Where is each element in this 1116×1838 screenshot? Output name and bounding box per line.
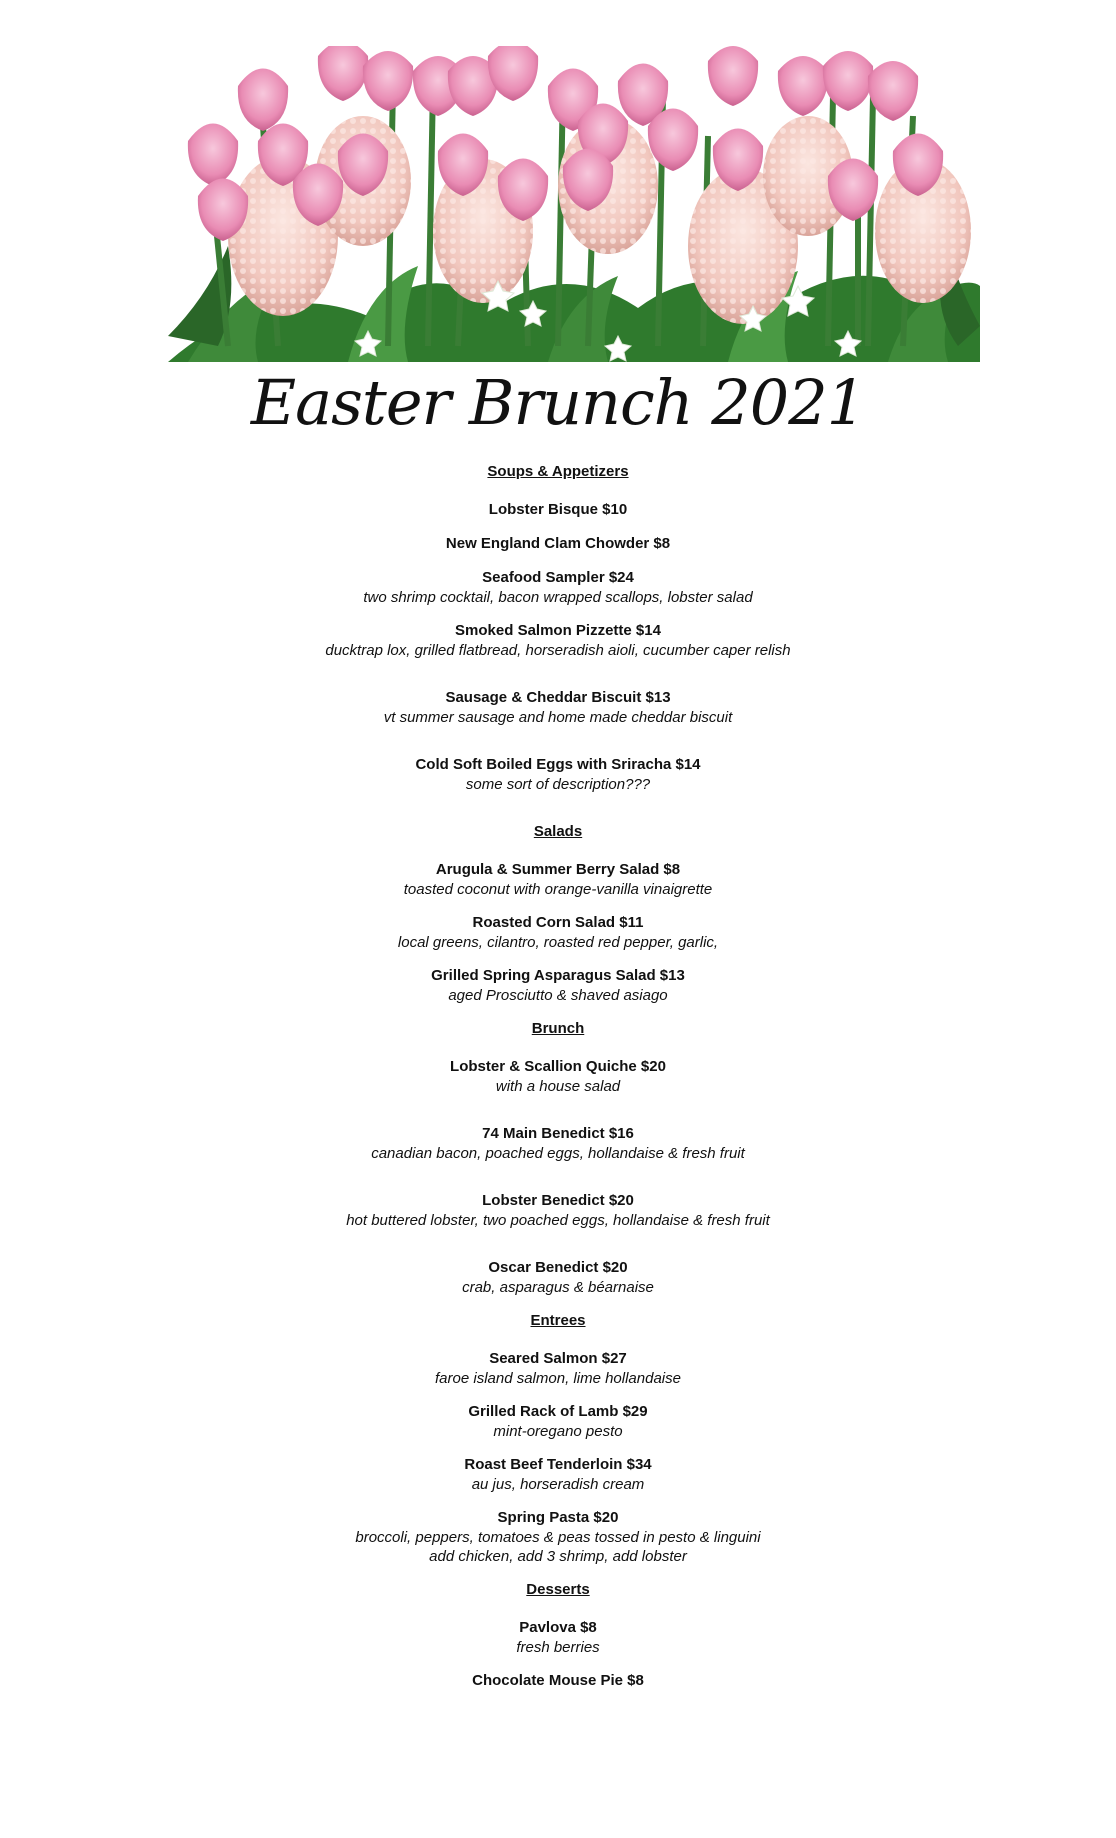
item-description: with a house salad xyxy=(495,1078,621,1095)
section-heading: Soups & Appetizers xyxy=(487,463,629,480)
menu-item xyxy=(0,534,1116,554)
menu-section-brunch xyxy=(0,1019,1116,1297)
item-description: crab, asparagus & béarnaise xyxy=(462,1279,654,1296)
section-heading: Entrees xyxy=(530,1312,586,1329)
menu-item xyxy=(0,1508,1116,1566)
item-name: Seafood Sampler $24 xyxy=(482,569,634,586)
item-name: Roast Beef Tenderloin $34 xyxy=(464,1456,652,1473)
item-name: New England Clam Chowder $8 xyxy=(445,535,671,552)
item-description: some sort of description??? xyxy=(465,776,651,793)
menu-item xyxy=(0,1124,1116,1163)
menu-item xyxy=(0,860,1116,899)
item-description: vt summer sausage and home made cheddar biscuit xyxy=(383,709,733,726)
item-description: hot buttered lobster, two poached eggs, hollandaise & fresh fruit xyxy=(346,1212,770,1229)
menu-section-soups-appetizers xyxy=(0,462,1116,794)
menu-item xyxy=(0,1455,1116,1494)
menu-section-entrees xyxy=(0,1311,1116,1566)
item-name: Grilled Rack of Lamb $29 xyxy=(468,1403,648,1420)
item-description: toasted coconut with orange-vanilla vinaigrette xyxy=(403,881,713,898)
section-heading: Desserts xyxy=(526,1581,590,1598)
item-name: Roasted Corn Salad $11 xyxy=(472,914,644,931)
item-description: local greens, cilantro, roasted red pepper, garlic, xyxy=(397,934,719,951)
item-name: Spring Pasta $20 xyxy=(497,1509,619,1526)
menu-item xyxy=(0,688,1116,727)
flower-banner-image xyxy=(168,46,980,362)
item-name: Lobster & Scallion Quiche $20 xyxy=(450,1058,666,1075)
menu-item xyxy=(0,755,1116,794)
menu-item xyxy=(0,568,1116,607)
item-description: two shrimp cocktail, bacon wrapped scallops, lobster salad xyxy=(363,589,753,606)
menu-section-salads xyxy=(0,822,1116,1005)
menu xyxy=(0,462,1116,1705)
item-name: Cold Soft Boiled Eggs with Sriracha $14 xyxy=(415,756,701,773)
item-description: fresh berries xyxy=(516,1639,600,1656)
item-description-addons: add chicken, add 3 shrimp, add lobster xyxy=(429,1548,687,1565)
item-name: Pavlova $8 xyxy=(519,1619,597,1636)
menu-item xyxy=(0,1618,1116,1657)
item-name: Chocolate Mouse Pie $8 xyxy=(472,1672,644,1689)
menu-item xyxy=(0,1258,1116,1297)
item-description: ducktrap lox, grilled flatbread, horseradish aioli, cucumber caper relish xyxy=(325,642,791,659)
item-name: Lobster Bisque $10 xyxy=(488,501,628,518)
item-description: faroe island salmon, lime hollandaise xyxy=(435,1370,681,1387)
item-name: 74 Main Benedict $16 xyxy=(482,1125,634,1142)
section-heading: Salads xyxy=(533,823,583,840)
item-description: aged Prosciutto & shaved asiago xyxy=(448,987,668,1004)
item-name: Lobster Benedict $20 xyxy=(482,1192,634,1209)
menu-item xyxy=(0,1349,1116,1388)
item-name: Seared Salmon $27 xyxy=(489,1350,627,1367)
menu-item xyxy=(0,1057,1116,1096)
menu-item xyxy=(0,1402,1116,1441)
menu-section-desserts xyxy=(0,1580,1116,1691)
item-name: Oscar Benedict $20 xyxy=(488,1259,628,1276)
menu-item xyxy=(0,966,1116,1005)
menu-item xyxy=(0,621,1116,660)
item-name: Smoked Salmon Pizzette $14 xyxy=(455,622,661,639)
menu-item xyxy=(0,500,1116,520)
item-description: mint-oregano pesto xyxy=(493,1423,623,1440)
item-name: Sausage & Cheddar Biscuit $13 xyxy=(445,689,671,706)
page-title: Easter Brunch 2021 xyxy=(250,366,866,439)
item-name: Arugula & Summer Berry Salad $8 xyxy=(435,861,681,878)
item-name: Grilled Spring Asparagus Salad $13 xyxy=(431,967,685,984)
menu-item xyxy=(0,913,1116,952)
item-description: au jus, horseradish cream xyxy=(471,1476,645,1493)
section-heading: Brunch xyxy=(531,1020,585,1037)
menu-item xyxy=(0,1191,1116,1230)
item-description: canadian bacon, poached eggs, hollandaise & fresh fruit xyxy=(371,1145,745,1162)
item-description: broccoli, peppers, tomatoes & peas tossed in pesto & linguini xyxy=(355,1529,761,1546)
menu-item xyxy=(0,1671,1116,1691)
